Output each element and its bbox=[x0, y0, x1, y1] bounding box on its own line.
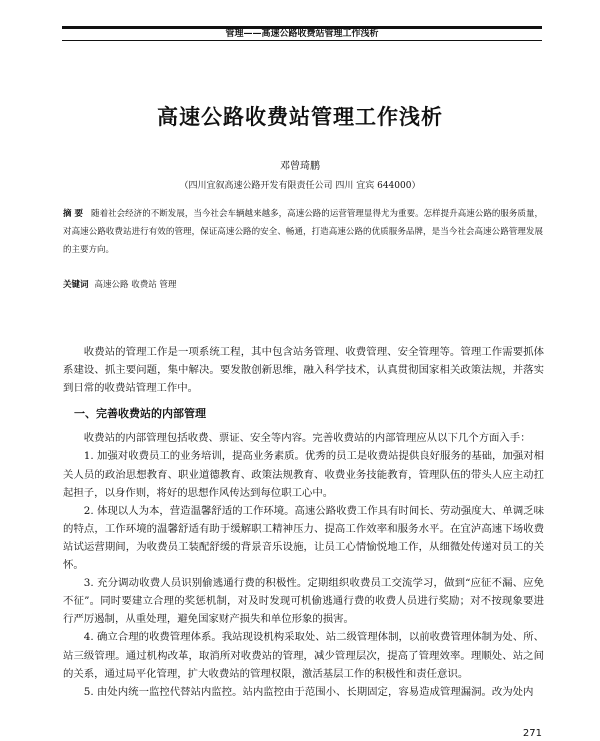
author-affiliation: （四川宜叙高速公路开发有限责任公司 四川 宜宾 644000） bbox=[179, 181, 421, 191]
list-item: 2. 体现以人为本，营造温馨舒适的工作环境。高速公路收费工作具有时间长、劳动强度大、单调乏味的特点，工作环境的温馨舒适有助于缓解职工精神压力、提高工作效率和服务水平。在宜泸高速下场收费站试运营期间，为收费员工装配舒缓的背景音乐设施，让员工心情愉悦地工作，从细微处传递对员工的关怀。 bbox=[63, 504, 544, 572]
list-item: 3. 充分调动收费人员识别偷逃通行费的积极性。定期组织收费员工交流学习，做到“应征不漏、应免不征”。同时要建立合理的奖惩机制，对及时发现可机偷逃通行费的收费人员进行奖励；对不按现象要进行严厉遏制，从重处理，避免国家财产损失和单位形象的损害。 bbox=[63, 577, 544, 626]
intro-paragraph: 收费站的管理工作是一项系统工程，其中包含站务管理、收费管理、安全管理等。管理工作需要抓体系建设、抓主要问题，集中解决。要发散创新思维，融入科学技术，认真贯彻国家相关政策法规，并落实到日常的收费站管理工作中。 bbox=[63, 346, 544, 395]
list-item: 5. 由处内统一监控代替站内监控。站内监控由于范围小、长期固定，容易造成管理漏洞。改为处内 bbox=[83, 685, 534, 698]
list-item: 1. 加强对收费员工的业务培训，提高业务素质。优秀的员工是收费站提供良好服务的基础，加强对相关人员的政治思想教育、职业道德教育、政策法规教育、收费业务技能教育，管理队伍的带头人应主动扛起担子，以身作则，将好的思想作风传达到每位职工心中。 bbox=[63, 450, 544, 499]
abstract bbox=[63, 205, 543, 259]
body-text bbox=[63, 343, 544, 701]
section-lead-paragraph: 收费站的内部管理包括收费、票证、安全等内容。完善收费站的内部管理应从以下几个方面入手： bbox=[83, 432, 531, 445]
section-heading: 一、完善收费站的内部管理 bbox=[74, 407, 206, 421]
list-item: 4. 确立合理的收费管理体系。我站现设机构采取处、站二级管理体制，以前收费管理体制为处、所、站三级管理。通过机构改革，取消所对收费站的管理，减少管理层次，提高了管理效率。理顺处、站之间的关系，通过局平化管理，扩大收费站的管理权限，激活基层工作的积极性和责任意识。 bbox=[63, 631, 544, 680]
paper-title: 高速公路收费站管理工作浅析 bbox=[157, 105, 443, 129]
keywords-label: 关键词 bbox=[63, 280, 89, 290]
keywords-text: 高速公路 收费站 管理 bbox=[94, 280, 177, 290]
keywords bbox=[63, 277, 543, 293]
abstract-label: 摘 要 bbox=[63, 209, 84, 219]
author-name: 邓曾琦鹏 bbox=[280, 161, 320, 172]
running-title: 管理——高速公路收费站管理工作浅析 bbox=[225, 29, 379, 39]
page-number: 271 bbox=[522, 728, 542, 739]
abstract-text: 随着社会经济的不断发展，当今社会车辆越来越多，高速公路的运营管理显得尤为重要。怎样提升高速公路的服务质量，对高速公路收费站进行有效的管理，保证高速公路的安全、畅通，打造高速公路的优质服务品牌，是当今社会高速公路管理发展的主要方向。 bbox=[63, 209, 543, 255]
running-header bbox=[62, 26, 542, 41]
